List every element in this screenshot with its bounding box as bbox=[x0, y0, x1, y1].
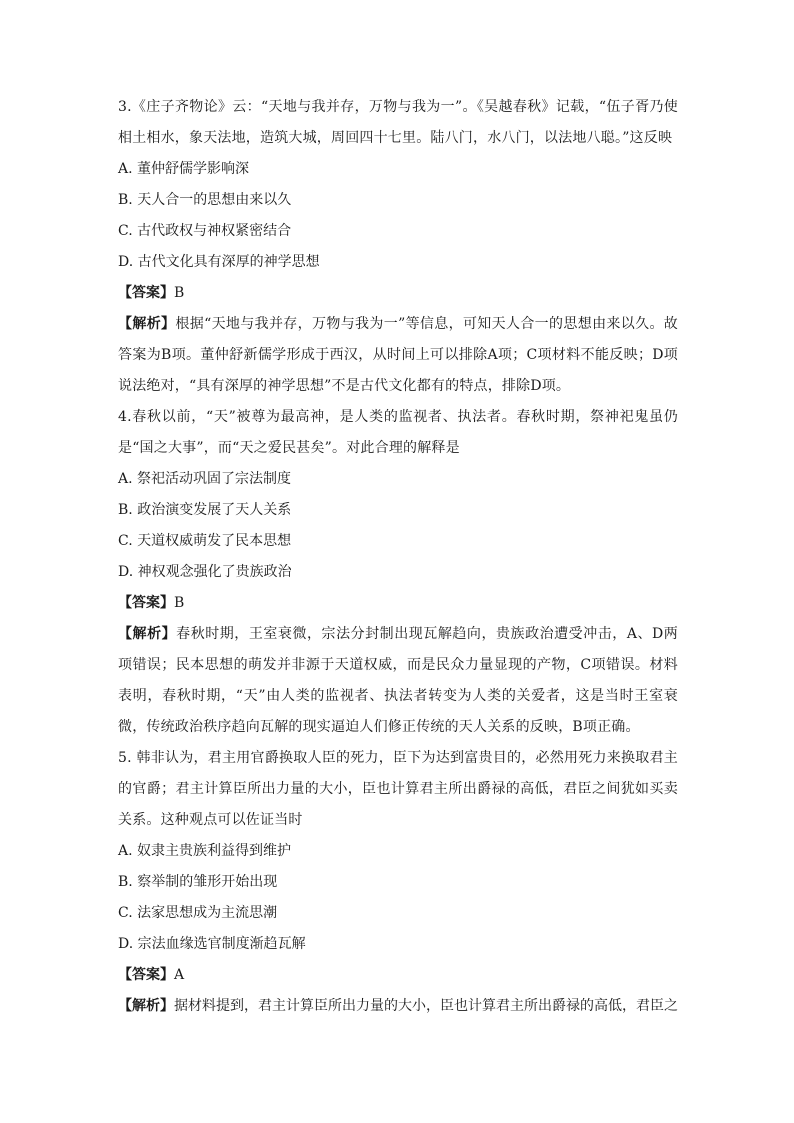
answer-label: 【答案】 bbox=[118, 285, 174, 301]
option-b: B. 政治演变发展了天人关系 bbox=[118, 502, 292, 518]
option-d: D. 神权观念强化了贵族政治 bbox=[118, 564, 292, 580]
answer-label: 【答案】 bbox=[118, 595, 174, 611]
question-4 bbox=[118, 402, 678, 743]
analysis-label: 【解析】 bbox=[118, 316, 176, 332]
answer-line bbox=[118, 278, 678, 309]
document-page bbox=[118, 92, 678, 1022]
option-d: D. 古代文化具有深厚的神学思想 bbox=[118, 254, 320, 270]
analysis-paragraph bbox=[118, 991, 678, 1022]
analysis-paragraph bbox=[118, 309, 678, 402]
analysis-paragraph bbox=[118, 619, 678, 743]
analysis-text: 根据“天地与我并存，万物与我为一”等信息，可知天人合一的思想由来以久。故答案为B项。董仲舒新儒学形成于西汉，从时间上可以排除A项；C项材料不能反映；D项说法绝对，“具有深厚的神学思想”不是古代文化都有的特点，排除D项。 bbox=[118, 316, 678, 394]
option-c: C. 法家思想成为主流思潮 bbox=[118, 905, 278, 921]
question-5 bbox=[118, 743, 678, 1022]
option-a: A. 祭祀活动巩固了宗法制度 bbox=[118, 471, 292, 487]
question-3 bbox=[118, 92, 678, 402]
answer-value: A bbox=[174, 967, 185, 983]
analysis-label: 【解析】 bbox=[118, 998, 174, 1014]
answer-line bbox=[118, 588, 678, 619]
answer-value: B bbox=[174, 285, 185, 301]
question-stem: 3.《庄子齐物论》云：“天地与我并存，万物与我为一”。《吴越春秋》记载，“伍子胥乃使相土相水，象天法地，造筑大城，周回四十七里。陆八门，水八门，以法地八聪。”这反映 bbox=[118, 99, 678, 146]
option-b: B. 天人合一的思想由来以久 bbox=[118, 192, 292, 208]
option-d: D. 宗法血缘选官制度渐趋瓦解 bbox=[118, 936, 306, 952]
option-a: A. 董仲舒儒学影响深 bbox=[118, 161, 250, 177]
option-b: B. 察举制的雏形开始出现 bbox=[118, 874, 278, 890]
option-c: C. 天道权威萌发了民本思想 bbox=[118, 533, 292, 549]
question-stem: 4.春秋以前，“天”被尊为最高神，是人类的监视者、执法者。春秋时期，祭神祀鬼虽仍是“国之大事”，而“天之爱民甚矣”。对此合理的解释是 bbox=[118, 409, 678, 456]
option-c: C. 古代政权与神权紧密结合 bbox=[118, 223, 292, 239]
answer-value: B bbox=[174, 595, 185, 611]
analysis-text: 据材料提到，君主计算臣所出力量的大小，臣也计算君主所出爵禄的高低，君臣之 bbox=[174, 998, 678, 1014]
analysis-text: 春秋时期，王室衰微，宗法分封制出现瓦解趋向，贵族政治遭受冲击，A、D两项错误；民本思想的萌发并非源于天道权威，而是民众力量显现的产物，C项错误。材料表明，春秋时期，“天”由人类的监视者、执法者转变为人类的关爱者，这是当时王室衰微，传统政治秩序趋向瓦解的现实逼迫人们修正传统的天人关系的反映，B项正确。 bbox=[118, 626, 678, 735]
option-a: A. 奴隶主贵族利益得到维护 bbox=[118, 843, 292, 859]
question-stem: 5. 韩非认为，君主用官爵换取人臣的死力，臣下为达到富贵目的，必然用死力来换取君主的官爵；君主计算臣所出力量的大小，臣也计算君主所出爵禄的高低，君臣之间犹如买卖关系。这种观点可以佐证当时 bbox=[118, 750, 678, 828]
answer-line bbox=[118, 960, 678, 991]
answer-label: 【答案】 bbox=[118, 967, 174, 983]
analysis-label: 【解析】 bbox=[118, 626, 177, 642]
